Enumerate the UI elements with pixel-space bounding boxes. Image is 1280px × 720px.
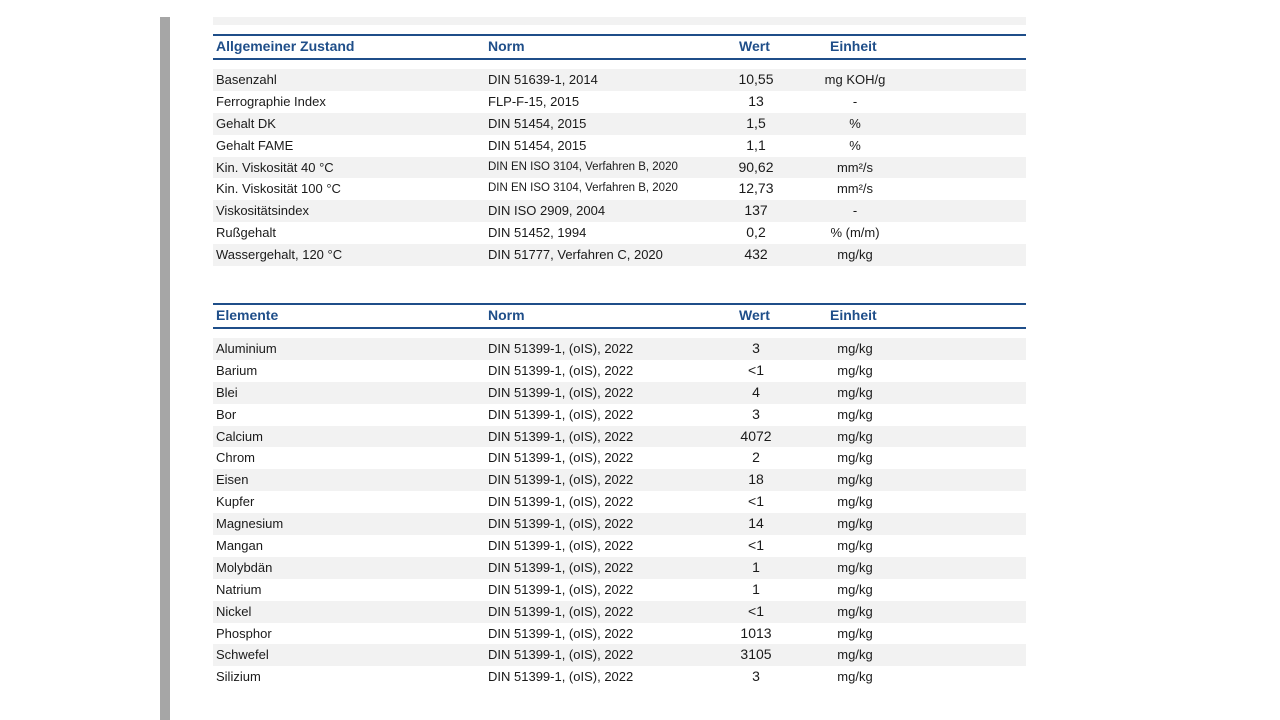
row-norm: DIN 51454, 2015: [488, 137, 587, 153]
row-value: 4072: [740, 427, 772, 444]
elements-table-header: [213, 303, 1026, 329]
row-value: 137: [744, 202, 768, 219]
row-name: Phosphor: [216, 625, 272, 641]
row-value: 10,55: [738, 71, 774, 87]
header-norm: Norm: [488, 307, 525, 323]
table-row: [213, 666, 1026, 688]
elements-table-body: [213, 338, 1026, 688]
row-norm: DIN 51399-1, (oIS), 2022: [488, 625, 634, 641]
row-value: 1,5: [746, 114, 766, 131]
row-unit: mg/kg: [837, 538, 873, 554]
table-row: [213, 469, 1026, 491]
row-norm: DIN 51399-1, (oIS), 2022: [488, 538, 634, 554]
elements-table: [213, 303, 1026, 688]
page-left-border: [160, 17, 170, 720]
row-value: 3: [752, 405, 760, 422]
row-norm: DIN 51452, 1994: [488, 225, 587, 241]
row-name: Gehalt FAME: [216, 137, 294, 153]
header-name: Allgemeiner Zustand: [216, 38, 355, 54]
row-name: Magnesium: [216, 516, 284, 532]
table-row: [213, 601, 1026, 623]
row-value: 1013: [740, 624, 772, 641]
row-value: <1: [748, 537, 764, 554]
row-norm: DIN EN ISO 3104, Verfahren B, 2020: [488, 182, 678, 195]
row-name: Mangan: [216, 538, 263, 554]
row-norm: DIN 51399-1, (oIS), 2022: [488, 647, 634, 663]
row-name: Schwefel: [216, 647, 269, 663]
row-unit: %: [849, 115, 861, 131]
row-unit: %: [849, 137, 861, 153]
row-norm: DIN 51454, 2015: [488, 115, 587, 131]
row-unit: mg KOH/g: [824, 72, 886, 87]
row-value: 3: [752, 340, 760, 356]
table-row: [213, 513, 1026, 535]
row-value: <1: [748, 602, 764, 619]
top-row-strip: [213, 17, 1026, 25]
row-norm: DIN 51399-1, (oIS), 2022: [488, 384, 634, 400]
row-unit: % (m/m): [830, 225, 880, 241]
row-unit: mg/kg: [837, 647, 873, 663]
row-name: Blei: [216, 384, 238, 400]
row-norm: DIN 51399-1, (oIS), 2022: [488, 494, 634, 510]
row-name: Wassergehalt, 120 °C: [216, 247, 343, 263]
row-name: Calcium: [216, 428, 263, 444]
row-unit: mg/kg: [837, 450, 873, 466]
table-row: [213, 557, 1026, 579]
row-name: Barium: [216, 362, 258, 378]
header-norm: Norm: [488, 38, 525, 54]
table-row: [213, 491, 1026, 513]
row-name: Viskositätsindex: [216, 203, 309, 219]
row-norm: DIN ISO 2909, 2004: [488, 203, 606, 219]
table-row: [213, 200, 1026, 222]
row-name: Ferrographie Index: [216, 93, 326, 109]
row-unit: mg/kg: [837, 247, 873, 263]
row-value: 1: [752, 580, 760, 597]
row-unit: mg/kg: [837, 603, 873, 619]
row-norm: DIN EN ISO 3104, Verfahren B, 2020: [488, 160, 678, 173]
row-value: 2: [752, 449, 760, 466]
table-row: [213, 360, 1026, 382]
row-value: 3105: [740, 646, 772, 663]
table-row: [213, 447, 1026, 469]
row-unit: -: [852, 93, 858, 109]
row-unit: mg/kg: [837, 362, 873, 378]
row-unit: mg/kg: [837, 494, 873, 510]
row-name: Kin. Viskosität 100 °C: [216, 181, 341, 197]
header-value: Wert: [739, 38, 770, 54]
row-name: Molybdän: [216, 559, 273, 575]
row-norm: DIN 51399-1, (oIS), 2022: [488, 428, 634, 444]
row-name: Nickel: [216, 603, 252, 619]
row-unit: mg/kg: [837, 625, 873, 641]
row-value: 13: [748, 92, 764, 109]
row-norm: DIN 51399-1, (oIS), 2022: [488, 669, 634, 685]
table-row: [213, 644, 1026, 666]
row-unit: mg/kg: [837, 384, 873, 400]
row-norm: DIN 51777, Verfahren C, 2020: [488, 247, 663, 263]
table-row: [213, 426, 1026, 448]
row-name: Natrium: [216, 581, 262, 597]
table-row: [213, 178, 1026, 200]
row-name: Gehalt DK: [216, 115, 276, 131]
row-norm: DIN 51399-1, (oIS), 2022: [488, 581, 634, 597]
row-name: Rußgehalt: [216, 225, 276, 241]
row-norm: DIN 51399-1, (oIS), 2022: [488, 472, 634, 488]
general-table-header: [213, 34, 1026, 60]
table-row: [213, 404, 1026, 426]
row-name: Chrom: [216, 450, 256, 466]
row-value: 0,2: [746, 224, 766, 241]
row-name: Kupfer: [216, 494, 255, 510]
general-table-body: [213, 69, 1026, 266]
row-name: Silizium: [216, 669, 261, 685]
row-unit: mg/kg: [837, 406, 873, 422]
table-row: [213, 623, 1026, 645]
row-norm: DIN 51399-1, (oIS), 2022: [488, 406, 634, 422]
row-name: Bor: [216, 406, 237, 422]
row-norm: DIN 51399-1, (oIS), 2022: [488, 603, 634, 619]
row-unit: mg/kg: [837, 472, 873, 488]
table-row: [213, 579, 1026, 601]
row-name: Basenzahl: [216, 72, 277, 87]
row-unit: mg/kg: [837, 669, 873, 685]
table-row: [213, 382, 1026, 404]
row-unit: mm²/s: [836, 159, 874, 175]
table-row: [213, 91, 1026, 113]
table-row: [213, 135, 1026, 157]
row-norm: FLP-F-15, 2015: [488, 93, 580, 109]
row-value: 90,62: [738, 158, 774, 175]
table-row: [213, 222, 1026, 244]
row-norm: DIN 51399-1, (oIS), 2022: [488, 362, 634, 378]
table-row: [213, 113, 1026, 135]
table-row: [213, 244, 1026, 266]
row-value: <1: [748, 493, 764, 510]
header-value: Wert: [739, 307, 770, 323]
row-unit: mg/kg: [837, 559, 873, 575]
row-value: 3: [752, 668, 760, 685]
header-name: Elemente: [216, 307, 279, 323]
header-unit: Einheit: [830, 38, 877, 54]
row-norm: DIN 51639-1, 2014: [488, 72, 598, 87]
row-unit: mm²/s: [836, 181, 874, 197]
table-row: [213, 338, 1026, 360]
row-name: Aluminium: [216, 341, 277, 356]
general-condition-table: [213, 34, 1026, 266]
row-unit: mg/kg: [837, 581, 873, 597]
row-value: 18: [748, 471, 764, 488]
row-norm: DIN 51399-1, (oIS), 2022: [488, 341, 634, 356]
row-value: 1: [752, 558, 760, 575]
row-value: 4: [752, 383, 760, 400]
row-value: 432: [744, 246, 768, 263]
table-row: [213, 535, 1026, 557]
table-row: [213, 157, 1026, 179]
row-unit: mg/kg: [837, 341, 873, 356]
row-name: Kin. Viskosität 40 °C: [216, 159, 334, 175]
row-norm: DIN 51399-1, (oIS), 2022: [488, 450, 634, 466]
row-value: 12,73: [738, 180, 774, 197]
row-unit: -: [852, 203, 858, 219]
header-unit: Einheit: [830, 307, 877, 323]
table-row: [213, 69, 1026, 91]
row-unit: mg/kg: [837, 428, 873, 444]
row-norm: DIN 51399-1, (oIS), 2022: [488, 559, 634, 575]
row-unit: mg/kg: [837, 516, 873, 532]
row-value: 1,1: [746, 136, 766, 153]
row-value: 14: [748, 515, 764, 532]
row-norm: DIN 51399-1, (oIS), 2022: [488, 516, 634, 532]
row-name: Eisen: [216, 472, 249, 488]
row-value: <1: [748, 361, 764, 378]
